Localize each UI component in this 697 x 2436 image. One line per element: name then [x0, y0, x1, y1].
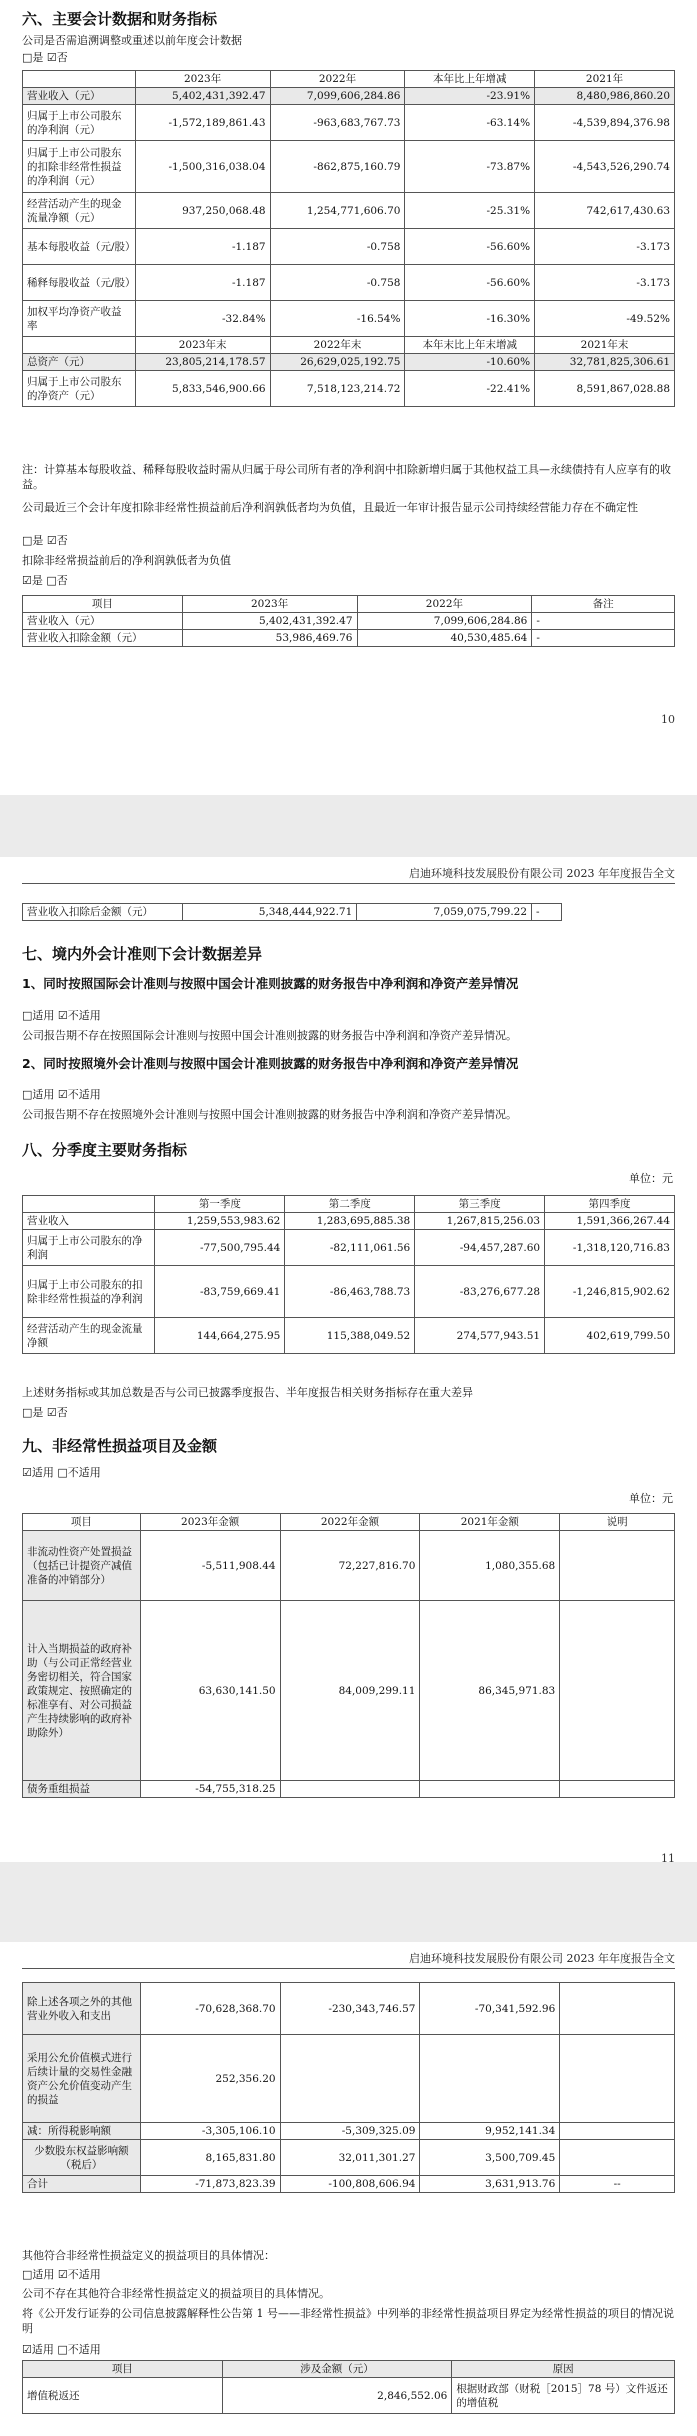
sub2-title: 2、同时按照境外会计准则与按照中国会计准则披露的财务报告中净利润和净资产差异情况	[22, 1056, 519, 1071]
value-cell: 84,009,299.11	[280, 1601, 420, 1781]
other-definition: 其他符合非经常性损益定义的损益项目的具体情况：	[22, 2249, 275, 2262]
nonrecurring-table-cont	[22, 1982, 675, 2193]
value-cell	[420, 2035, 560, 2123]
header-cell: 项目	[23, 596, 183, 613]
header-cell: 项目	[23, 2361, 223, 2378]
value-cell: -32.84%	[135, 301, 270, 337]
row-label: 增值税返还	[23, 2378, 223, 2414]
value-cell: 742,617,430.63	[535, 193, 675, 229]
lower-profit-answer[interactable]: ☑是 □否	[22, 574, 68, 587]
value-cell: 274,577,943.51	[415, 1318, 545, 1354]
value-cell: -	[532, 630, 675, 647]
value-cell: -54,755,318.25	[140, 1781, 280, 1798]
table-row	[23, 1230, 675, 1266]
value-cell	[560, 1983, 675, 2035]
value-cell: -5,309,325.09	[280, 2123, 420, 2140]
row-label: 债务重组损益	[23, 1781, 141, 1798]
row-label: 计入当期损益的政府补助（与公司正常经营业务密切相关，符合国家政策规定、按照确定的标准享有、对公司损益产生持续影响的政府补助除外）	[23, 1601, 141, 1781]
header-cell: 本年比上年增减	[405, 71, 535, 88]
eps-note: 注：计算基本每股收益、稀释每股收益时需从归属于母公司所有者的净利润中扣除新增归属于其他权益工具—永续债持有人应享有的收益。	[22, 463, 671, 491]
value-cell: -862,875,160.79	[270, 141, 405, 193]
row-label: 归属于上市公司股东的扣除非经常性损益的净利润（元）	[23, 141, 136, 193]
row-label: 稀释每股收益（元/股）	[23, 265, 136, 301]
value-cell: -1.187	[135, 265, 270, 301]
revenue-deduction-table	[22, 595, 675, 647]
going-concern-question: 公司最近三个会计年度扣除非经常性损益前后净利润孰低者均为负值，且最近一年审计报告显示公司持续经营能力存在不确定性	[22, 501, 638, 514]
row-label: 营业收入（元）	[23, 88, 136, 105]
row-label: 采用公允价值模式进行后续计量的交易性金融资产公允价值变动产生的损益	[23, 2035, 141, 2123]
value-cell: 40,530,485.64	[357, 630, 532, 647]
table-row	[23, 354, 675, 371]
header-cell	[23, 337, 136, 354]
table-row	[23, 229, 675, 265]
value-cell	[560, 2035, 675, 2123]
header-cell: 原因	[452, 2361, 675, 2378]
page-number: 11	[661, 1852, 675, 1865]
value-cell	[560, 1531, 675, 1601]
section7-title: 七、境内外会计准则下会计数据差异	[22, 945, 263, 963]
table-row	[23, 2176, 675, 2193]
header-cell: 第一季度	[155, 1196, 285, 1213]
header-cell: 2022年	[270, 71, 405, 88]
revenue-deduction-table-cont	[22, 903, 562, 921]
value-cell: -10.60%	[405, 354, 535, 371]
value-cell: 2,846,552.06	[222, 2378, 452, 2414]
header-cell: 2021年金额	[420, 1514, 560, 1531]
value-cell: -4,539,894,376.98	[535, 105, 675, 141]
value-cell: 26,629,025,192.75	[270, 354, 405, 371]
quarter-answer[interactable]: □是 ☑否	[22, 1406, 68, 1419]
header-cell: 2021年	[535, 71, 675, 88]
section8-title: 八、分季度主要财务指标	[22, 1141, 188, 1159]
value-cell	[560, 2140, 675, 2176]
row-label: 营业收入	[23, 1213, 155, 1230]
header-cell: 项目	[23, 1514, 141, 1531]
header-cell	[23, 71, 136, 88]
table-row	[23, 1601, 675, 1781]
value-cell: -70,628,368.70	[140, 1983, 280, 2035]
page-number: 10	[661, 713, 675, 726]
table-row	[23, 2123, 675, 2140]
header-cell: 第四季度	[545, 1196, 675, 1213]
header-cell: 第三季度	[415, 1196, 545, 1213]
value-cell: -1.187	[135, 229, 270, 265]
header-cell	[23, 1196, 155, 1213]
sub1-text: 公司报告期不存在按照国际会计准则与按照中国会计准则披露的财务报告中净利润和净资产差异情况。	[22, 1029, 517, 1042]
table-row	[23, 193, 675, 229]
value-cell: -3,305,106.10	[140, 2123, 280, 2140]
value-cell: -71,873,823.39	[140, 2176, 280, 2193]
row-label: 基本每股收益（元/股）	[23, 229, 136, 265]
value-cell: -49.52%	[535, 301, 675, 337]
value-cell: -1,246,815,902.62	[545, 1266, 675, 1318]
lower-profit-question: 扣除非经常损益前后的净利润孰低者为负值	[22, 554, 231, 567]
explain-check[interactable]: ☑适用 □不适用	[22, 2343, 101, 2356]
quarterly-table	[22, 1195, 675, 1354]
value-cell: -70,341,592.96	[420, 1983, 560, 2035]
nonrecurring-table	[22, 1513, 675, 1798]
row-label: 少数股东权益影响额（税后）	[23, 2140, 141, 2176]
value-cell: -83,276,677.28	[415, 1266, 545, 1318]
quarter-question: 上述财务指标或其加总数是否与公司已披露季度报告、半年度报告相关财务指标存在重大差异	[22, 1386, 473, 1399]
section9-check[interactable]: ☑适用 □不适用	[22, 1466, 101, 1479]
value-cell: 7,099,606,284.86	[270, 88, 405, 105]
unit-label-2: 单位：元	[629, 1492, 673, 1505]
row-label: 归属于上市公司股东的净资产（元）	[23, 371, 136, 407]
value-cell: -3.173	[535, 229, 675, 265]
report-header: 启迪环境科技发展股份有限公司 2023 年年度报告全文	[409, 867, 675, 880]
row-label: 总资产（元）	[23, 354, 136, 371]
unit-label: 单位：元	[629, 1172, 673, 1185]
table-row	[23, 630, 675, 647]
value-cell: -100,808,606.94	[280, 2176, 420, 2193]
table-row	[23, 301, 675, 337]
header-cell: 说明	[560, 1514, 675, 1531]
header-cell: 2022年	[357, 596, 532, 613]
table-row	[23, 1266, 675, 1318]
table-row	[23, 1213, 675, 1230]
header-cell: 2023年	[135, 71, 270, 88]
row-label: 除上述各项之外的其他营业外收入和支出	[23, 1983, 141, 2035]
value-cell: -16.54%	[270, 301, 405, 337]
value-cell: 144,664,275.95	[155, 1318, 285, 1354]
table-row	[23, 1983, 675, 2035]
value-cell: -1,572,189,861.43	[135, 105, 270, 141]
header-cell: 备注	[532, 596, 675, 613]
table-row	[23, 265, 675, 301]
other-check[interactable]: □适用 ☑不适用	[22, 2268, 101, 2281]
value-cell: -4,543,526,290.74	[535, 141, 675, 193]
value-cell: -94,457,287.60	[415, 1230, 545, 1266]
value-cell: 9,952,141.34	[420, 2123, 560, 2140]
section6-title: 六、主要会计数据和财务指标	[22, 10, 218, 28]
row-label: 合计	[23, 2176, 141, 2193]
value-cell: -5,511,908.44	[140, 1531, 280, 1601]
value-cell: 根据财政部（财税［2015］78 号）文件返还的增值税	[452, 2378, 675, 2414]
value-cell: 252,356.20	[140, 2035, 280, 2123]
value-cell: 7,099,606,284.86	[357, 613, 532, 630]
header-cell: 涉及金额（元）	[222, 2361, 452, 2378]
table-row	[23, 371, 675, 407]
value-cell: -16.30%	[405, 301, 535, 337]
value-cell: -25.31%	[405, 193, 535, 229]
value-cell: -0.758	[270, 229, 405, 265]
report-page-12	[0, 1942, 697, 2436]
value-cell: -86,463,788.73	[285, 1266, 415, 1318]
value-cell: 8,480,986,860.20	[535, 88, 675, 105]
header-cell: 2023年末	[135, 337, 270, 354]
value-cell: 5,348,444,922.71	[182, 904, 357, 921]
value-cell	[420, 1781, 560, 1798]
sub1-title: 1、同时按照国际会计准则与按照中国会计准则披露的财务报告中净利润和净资产差异情况	[22, 976, 519, 991]
value-cell: 7,518,123,214.72	[270, 371, 405, 407]
value-cell: 32,011,301.27	[280, 2140, 420, 2176]
value-cell	[560, 2123, 675, 2140]
header-cell: 2023年金额	[140, 1514, 280, 1531]
value-cell: -	[532, 904, 562, 921]
value-cell: 8,591,867,028.88	[535, 371, 675, 407]
going-concern-answer[interactable]: □是 ☑否	[22, 534, 68, 547]
value-cell: 53,986,469.76	[182, 630, 357, 647]
table-row	[23, 141, 675, 193]
report-page-10	[0, 0, 697, 795]
value-cell: -963,683,767.73	[270, 105, 405, 141]
value-cell: 402,619,799.50	[545, 1318, 675, 1354]
main-financial-table	[22, 70, 675, 407]
value-cell: 63,630,141.50	[140, 1601, 280, 1781]
header-rule	[22, 883, 675, 884]
row-label: 营业收入扣除后金额（元）	[23, 904, 183, 921]
report-header: 启迪环境科技发展股份有限公司 2023 年年度报告全文	[409, 1952, 675, 1965]
value-cell	[280, 1781, 420, 1798]
row-label: 经营活动产生的现金流量净额	[23, 1318, 155, 1354]
value-cell: 8,165,831.80	[140, 2140, 280, 2176]
value-cell: 32,781,825,306.61	[535, 354, 675, 371]
value-cell: 1,259,553,983.62	[155, 1213, 285, 1230]
header-cell: 2022年金额	[280, 1514, 420, 1531]
value-cell: -73.87%	[405, 141, 535, 193]
row-label: 营业收入（元）	[23, 613, 183, 630]
value-cell: 937,250,068.48	[135, 193, 270, 229]
section9-title: 九、非经常性损益项目及金额	[22, 1437, 218, 1455]
definition-table	[22, 2360, 675, 2414]
value-cell: 5,402,431,392.47	[182, 613, 357, 630]
row-label: 加权平均净资产收益率	[23, 301, 136, 337]
header-cell: 本年末比上年末增减	[405, 337, 535, 354]
header-cell: 2021年末	[535, 337, 675, 354]
header-cell: 2022年末	[270, 337, 405, 354]
value-cell: 1,254,771,606.70	[270, 193, 405, 229]
value-cell: 7,059,075,799.22	[357, 904, 532, 921]
table-row	[23, 613, 675, 630]
table-row	[23, 1318, 675, 1354]
value-cell: 1,283,695,885.38	[285, 1213, 415, 1230]
value-cell: 115,388,049.52	[285, 1318, 415, 1354]
value-cell: -83,759,669.41	[155, 1266, 285, 1318]
value-cell: 1,267,815,256.03	[415, 1213, 545, 1230]
header-rule	[22, 1968, 675, 1969]
value-cell: -1,318,120,716.83	[545, 1230, 675, 1266]
value-cell: -56.60%	[405, 265, 535, 301]
table-row	[23, 904, 562, 921]
value-cell	[280, 2035, 420, 2123]
value-cell	[560, 1601, 675, 1781]
table-row	[23, 2378, 675, 2414]
row-label: 经营活动产生的现金流量净额（元）	[23, 193, 136, 229]
table-row	[23, 2140, 675, 2176]
other-text: 公司不存在其他符合非经常性损益定义的损益项目的具体情况。	[22, 2287, 330, 2300]
value-cell: -22.41%	[405, 371, 535, 407]
value-cell: 1,591,366,267.44	[545, 1213, 675, 1230]
sub2-text: 公司报告期不存在按照境外会计准则与按照中国会计准则披露的财务报告中净利润和净资产差异情况。	[22, 1108, 517, 1121]
value-cell: -56.60%	[405, 229, 535, 265]
value-cell: 5,833,546,900.66	[135, 371, 270, 407]
row-label: 非流动性资产处置损益（包括已计提资产减值准备的冲销部分）	[23, 1531, 141, 1601]
value-cell: -	[532, 613, 675, 630]
value-cell: -82,111,061.56	[285, 1230, 415, 1266]
report-page-11	[0, 857, 697, 1865]
sub1-check[interactable]: □适用 ☑不适用	[22, 1009, 101, 1022]
value-cell: -1,500,316,038.04	[135, 141, 270, 193]
retro-answer[interactable]: □是 ☑否	[22, 51, 68, 64]
table-row	[23, 1531, 675, 1601]
table-row	[23, 88, 675, 105]
header-cell: 第二季度	[285, 1196, 415, 1213]
value-cell: 5,402,431,392.47	[135, 88, 270, 105]
value-cell: -3.173	[535, 265, 675, 301]
value-cell: -23.91%	[405, 88, 535, 105]
table-row	[23, 105, 675, 141]
row-label: 营业收入扣除金额（元）	[23, 630, 183, 647]
row-label: 归属于上市公司股东的扣除非经常性损益的净利润	[23, 1266, 155, 1318]
row-label: 归属于上市公司股东的净利润（元）	[23, 105, 136, 141]
value-cell: 72,227,816.70	[280, 1531, 420, 1601]
explain-question: 将《公开发行证券的公司信息披露解释性公告第 1 号——非经常性损益》中列举的非经常性损益项目界定为经常性损益的项目的情况说明	[22, 2307, 674, 2335]
value-cell: -77,500,795.44	[155, 1230, 285, 1266]
value-cell: -63.14%	[405, 105, 535, 141]
header-cell: 2023年	[182, 596, 357, 613]
value-cell: 23,805,214,178.57	[135, 354, 270, 371]
value-cell: 3,631,913.76	[420, 2176, 560, 2193]
value-cell	[560, 1781, 675, 1798]
table-row	[23, 2035, 675, 2123]
retro-question: 公司是否需追溯调整或重述以前年度会计数据	[22, 34, 242, 47]
row-label: 减：所得税影响额	[23, 2123, 141, 2140]
value-cell: --	[560, 2176, 675, 2193]
value-cell: 86,345,971.83	[420, 1601, 560, 1781]
row-label: 归属于上市公司股东的净利润	[23, 1230, 155, 1266]
value-cell: -0.758	[270, 265, 405, 301]
table-row	[23, 1781, 675, 1798]
sub2-check[interactable]: □适用 ☑不适用	[22, 1088, 101, 1101]
value-cell: 3,500,709.45	[420, 2140, 560, 2176]
value-cell: 1,080,355.68	[420, 1531, 560, 1601]
value-cell: -230,343,746.57	[280, 1983, 420, 2035]
